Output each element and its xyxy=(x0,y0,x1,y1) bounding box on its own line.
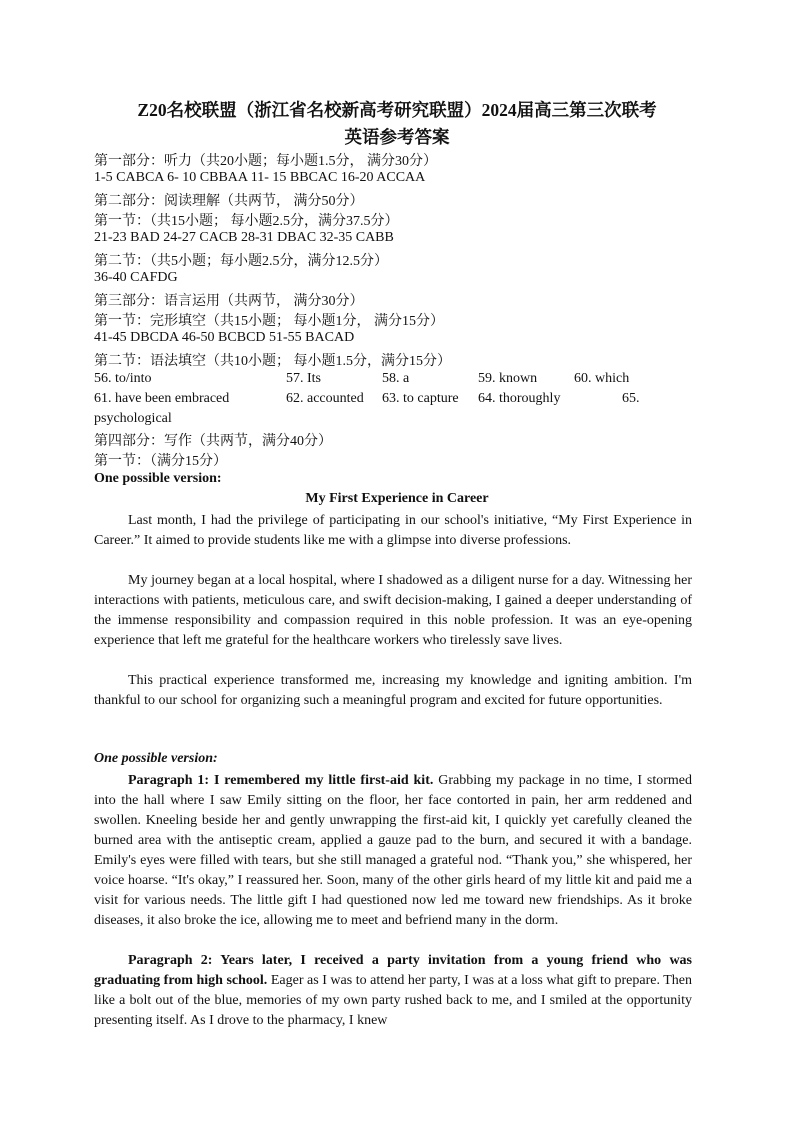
writing1-label: One possible version: xyxy=(94,471,222,486)
paragraph2-body: Eager as I was to attend her party, I was at a loss what gift to prepare. Then like a bolt out of the blue, memories of my own party rushed back to me, and I smiled at the opportunity presenting itself. As I drove to the pharmacy, I knew xyxy=(94,973,692,1028)
part3-heading: 第三部分：语言运用（共两节， 满分30分） xyxy=(94,294,364,309)
part1-heading: 第一部分：听力（共20小题；每小题1.5分， 满分30分） xyxy=(94,154,437,169)
part4-section1-heading: 第一节：（满分15分） xyxy=(94,454,227,469)
part1-answers: 1-5 CABCA 6- 10 CBBAA 11- 15 BBCAC 16-20 ACCAA xyxy=(94,170,426,185)
grammar-answer: 61. have been embraced xyxy=(94,391,230,406)
writing2-paragraph2 xyxy=(94,951,692,1031)
part2-section2-answers: 36-40 CAFDG xyxy=(94,270,178,285)
grammar-answer: 60. which xyxy=(574,371,630,386)
grammar-answer: 57. Its xyxy=(286,371,321,386)
writing2-label: One possible version: xyxy=(94,751,218,766)
part2-heading: 第二部分：阅读理解（共两节， 满分50分） xyxy=(94,194,364,209)
grammar-answer: 56. to/into xyxy=(94,371,152,386)
paragraph1-lead: Paragraph 1: I remembered my little first-aid kit. xyxy=(128,773,434,788)
part2-section1-answers: 21-23 BAD 24-27 CACB 28-31 DBAC 32-35 CABB xyxy=(94,230,394,245)
grammar-answer: 59. known xyxy=(478,371,538,386)
writing1-paragraph: My journey began at a local hospital, where I shadowed as a diligent nurse for a day. Witnessing her interactions with patients, meticulous care, and swift decision-making, I gained a deeper understanding of the immense responsibility and compassion required in this noble profession. It was an eye-opening experience that left me grateful for the healthcare workers who tirelessly save lives. xyxy=(94,573,692,648)
writing1-title: My First Experience in Career xyxy=(305,491,489,506)
document-subtitle: 英语参考答案 xyxy=(344,127,450,147)
grammar-answer: 58. a xyxy=(382,371,410,386)
grammar-answer: 63. to capture xyxy=(382,391,459,406)
grammar-answer: 64. thoroughly xyxy=(478,391,561,406)
document-title: Z20名校联盟（浙江省名校新高考研究联盟）2024届高三第三次联考 xyxy=(137,100,657,120)
part2-section2-heading: 第二节：（共5小题；每小题2.5分，满分12.5分） xyxy=(94,254,388,269)
part2-section1-heading: 第一节：（共15小题； 每小题2.5分，满分37.5分） xyxy=(94,214,399,229)
part3-section1-answers: 41-45 DBCDA 46-50 BCBCD 51-55 BACAD xyxy=(94,330,355,345)
writing1-paragraph: Last month, I had the privilege of participating in our school's initiative, “My First Experience in Career.” It aimed to provide students like me with a glimpse into diverse professions. xyxy=(94,513,692,548)
grammar-answer: 65. xyxy=(622,391,640,406)
paragraph1-body: Grabbing my package in no time, I stormed into the hall where I saw Emily sitting on the floor, her face contorted in pain, her arm reddened and swollen. Kneeling beside her and gently unwrapping the first-aid kit, I quickly yet carefully cleaned the burned area with the antiseptic cream, applied a gauze pad to the burn, and secured it with a bandage. Emily's eyes were filled with tears, but she still managed a grateful nod. “Thank you,” she whispered, her voice hoarse. “It's okay,” I reassured her. Soon, many of the other girls heard of my little kit and paid me a visit for various needs. The little gift I had questioned now led me toward new friendships. As it broke diseases, it also broke the ice, allowing me to meet and befriend many in the dorm. xyxy=(94,773,692,928)
paragraph2-lead: Paragraph 2: Years later, I received a party invitation from a young friend who was graduating from high school. xyxy=(94,953,692,988)
part3-section1-heading: 第一节：完形填空（共15小题； 每小题1分， 满分15分） xyxy=(94,314,444,329)
writing2-paragraph1 xyxy=(94,771,692,931)
part3-section2-heading: 第二节：语法填空（共10小题； 每小题1.5分，满分15分） xyxy=(94,354,451,369)
writing1-paragraph: This practical experience transformed me, increasing my knowledge and igniting ambition. I'm thankful to our school for organizing such a meaningful program and excited for future opportunities. xyxy=(94,673,692,708)
grammar-answer-wrap: psychological xyxy=(94,411,172,426)
grammar-answer: 62. accounted xyxy=(286,391,364,406)
part4-heading: 第四部分：写作（共两节，满分40分） xyxy=(94,434,332,449)
